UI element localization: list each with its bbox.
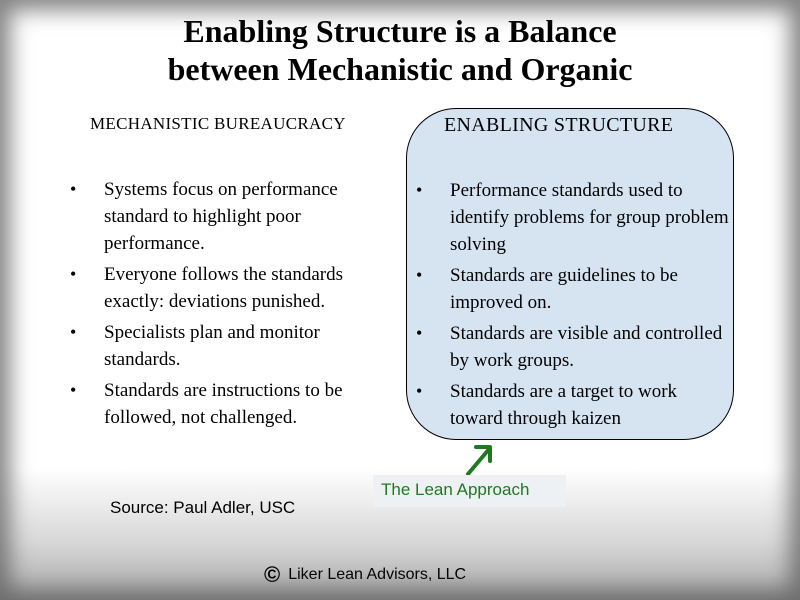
enabling-heading: ENABLING STRUCTURE — [444, 114, 674, 136]
source-citation: Source: Paul Adler, USC — [110, 498, 296, 517]
title-line-2: between Mechanistic and Organic — [167, 51, 633, 87]
footer — [264, 564, 466, 586]
copyright-icon: © — [264, 562, 281, 587]
list-item: • Everyone follows the standards exactly: deviations punished. — [66, 261, 396, 315]
list-item: • Performance standards used to identify problems for group problem solving — [412, 177, 730, 258]
list-item: • Standards are a target to work toward through kaizen — [412, 378, 730, 432]
lean-approach-label: The Lean Approach — [373, 475, 566, 507]
mechanistic-list — [66, 176, 396, 435]
footer-company: Liker Lean Advisors, LLC — [288, 566, 467, 583]
list-item: • Systems focus on performance standard to highlight poor performance. — [66, 176, 396, 257]
list-item: • Specialists plan and monitor standards. — [66, 319, 396, 373]
title-line-1: Enabling Structure is a Balance — [183, 13, 617, 49]
list-item: • Standards are instructions to be followed, not challenged. — [66, 377, 396, 431]
arrow-up-right-icon — [460, 440, 500, 480]
list-item: • Standards are visible and controlled by work groups. — [412, 320, 730, 374]
slide-title — [0, 12, 800, 88]
mechanistic-heading: MECHANISTIC BUREAUCRACY — [90, 114, 346, 133]
enabling-list — [412, 177, 730, 436]
list-item: • Standards are guidelines to be improved on. — [412, 262, 730, 316]
